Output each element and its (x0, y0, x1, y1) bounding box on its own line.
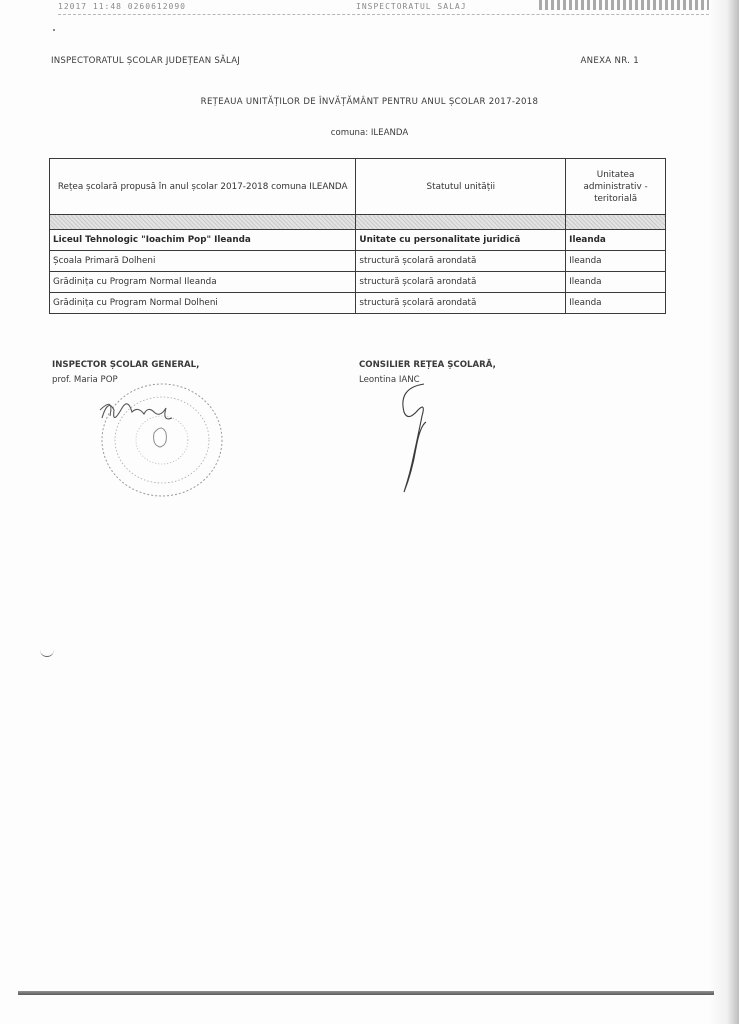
official-stamp-with-signature (92, 378, 232, 503)
unit-status-cell: structură școlară arondată (356, 293, 566, 314)
unit-status-cell: structură școlară arondată (356, 251, 566, 272)
table-header-row (50, 159, 666, 215)
unit-name-cell: Școala Primară Dolheni (50, 251, 356, 272)
table-shaded-row (50, 215, 666, 230)
unit-locality-cell: Ileanda (566, 272, 666, 293)
column-header-status: Statutul unității (356, 159, 566, 215)
column-header-network: Rețea școlară propusă în anul școlar 2017-2018 comuna ILEANDA (50, 159, 356, 215)
inspector-role: INSPECTOR ȘCOLAR GENERAL, (52, 360, 200, 370)
table-row (50, 293, 666, 314)
table-row (50, 251, 666, 272)
fax-header-strip (58, 0, 709, 15)
fax-header-sender: INSPECTORATUL SALAJ (356, 2, 467, 11)
unit-status-cell: structură școlară arondată (356, 272, 566, 293)
scan-bottom-edge (18, 991, 714, 995)
shaded-cell (50, 215, 356, 230)
school-network-table (49, 158, 666, 314)
scan-mark (40, 650, 54, 657)
unit-name-cell: Grădinița cu Program Normal Dolheni (50, 293, 356, 314)
unit-status-cell: Unitate cu personalitate juridică (356, 230, 566, 251)
unit-locality-cell: Ileanda (566, 251, 666, 272)
scan-speck (53, 29, 55, 31)
inspector-name: prof. Maria POP (52, 375, 118, 385)
annex-label: ANEXA NR. 1 (580, 56, 639, 66)
table-row (50, 230, 666, 251)
shaded-cell (356, 215, 566, 230)
counselor-signature (390, 380, 450, 500)
unit-name-cell: Liceul Tehnologic "Ioachim Pop" Ileanda (50, 230, 356, 251)
institution-header: INSPECTORATUL ȘCOLAR JUDEȚEAN SĂLAJ (51, 56, 241, 66)
counselor-role: CONSILIER REȚEA ȘCOLARĂ, (359, 360, 496, 370)
document-title: REȚEAUA UNITĂȚILOR DE ÎNVĂȚĂMÂNT PENTRU ANUL ȘCOLAR 2017-2018 (200, 97, 539, 107)
unit-name-cell: Grădinița cu Program Normal Ileanda (50, 272, 356, 293)
fax-header-number: 12017 11:48 0260612090 (58, 2, 186, 11)
unit-locality-cell: Ileanda (566, 230, 666, 251)
counselor-name: Leontina IANC (359, 375, 420, 385)
column-header-admin-unit: Unitatea administrativ - teritorială (566, 159, 666, 215)
table-row (50, 272, 666, 293)
unit-locality-cell: Ileanda (566, 293, 666, 314)
fax-header-noise (539, 0, 709, 10)
scan-edge-shadow (709, 0, 739, 1024)
shaded-cell (566, 215, 666, 230)
commune-line: comuna: ILEANDA (330, 128, 409, 138)
